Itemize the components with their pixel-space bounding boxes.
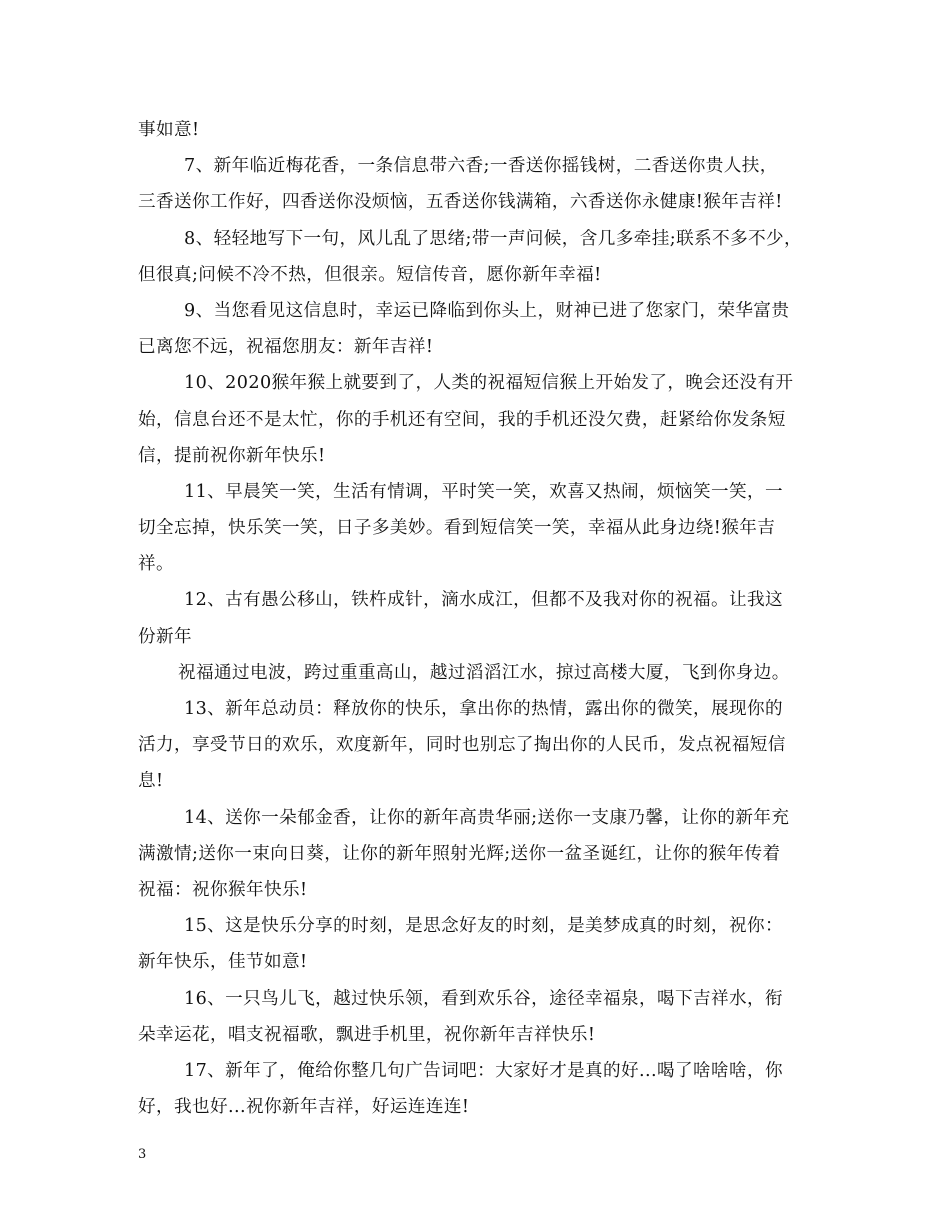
- text-line: 7、新年临近梅花香，一条信息带六香;一香送你摇钱树，二香送你贵人扶，: [184, 156, 778, 177]
- text-line: 祥。: [138, 554, 174, 575]
- text-line: 满激情;送你一束向日葵，让你的新年照射光辉;送你一盆圣诞红，让你的猴年传着: [138, 843, 781, 864]
- text-line: 8、轻轻地写下一句，风儿乱了思绪;带一声问候，含几多牵挂;联系不多不少，: [184, 228, 803, 249]
- text-line: 好，我也好...祝你新年吉祥，好运连连连!: [138, 1097, 470, 1118]
- text-line: 新年快乐，佳节如意!: [138, 952, 308, 973]
- text-line: 12、古有愚公移山，铁杵成针，滴水成江，但都不及我对你的祝福。让我这: [184, 590, 783, 611]
- text-line: 16、一只鸟儿飞，越过快乐领，看到欢乐谷，途径幸福泉，喝下吉祥水，衔: [184, 988, 783, 1009]
- text-line: 祝福通过电波，跨过重重高山，越过滔滔江水，掠过高楼大厦，飞到你身边。: [178, 662, 790, 683]
- text-line: 13、新年总动员：释放你的快乐，拿出你的热情，露出你的微笑，展现你的: [184, 699, 783, 719]
- text-line: 15、这是快乐分享的时刻，是思念好友的时刻，是美梦成真的时刻，祝你：: [184, 916, 783, 937]
- text-line: 14、送你一朵郁金香，让你的新年高贵华丽;送你一支康乃馨，让你的新年充: [184, 807, 790, 828]
- page-number: 3: [138, 1147, 147, 1162]
- text-line: 17、新年了，俺给你整几句广告词吧：大家好才是真的好...喝了啥啥啥，你: [184, 1060, 783, 1081]
- text-line: 息!: [138, 771, 164, 792]
- text-line: 始，信息台还不是太忙，你的手机还有空间，我的手机还没欠费，赶紧给你发条短: [138, 409, 786, 430]
- text-line: 朵幸运花，唱支祝福歌，飘进手机里，祝你新年吉祥快乐!: [138, 1024, 596, 1045]
- document-body: [138, 112, 814, 1125]
- text-line: 10、2020猴年猴上就要到了，人类的祝福短信猴上开始发了，晚会还没有开: [184, 373, 794, 394]
- text-line: 祝福：祝你猴年快乐!: [138, 879, 308, 900]
- text-line: 事如意!: [138, 120, 200, 140]
- text-line: 份新年: [138, 626, 192, 647]
- text-line: 已离您不远，祝福您朋友：新年吉祥!: [138, 337, 434, 358]
- text-line: 9、当您看见这信息时，幸运已降临到你头上，财神已进了您家门，荣华富贵: [184, 300, 790, 321]
- text-line: 11、早晨笑一笑，生活有情调，平时笑一笑，欢喜又热闹，烦恼笑一笑，一: [184, 481, 783, 502]
- text-line: 但很真;问候不冷不热，但很亲。短信传音，愿你新年幸福!: [138, 264, 602, 285]
- text-line: 切全忘掉，快乐笑一笑，日子多美妙。看到短信笑一笑，幸福从此身边绕!猴年吉: [138, 518, 776, 539]
- text-line: 三香送你工作好，四香送你没烦恼，五香送你钱满箱，六香送你永健康!猴年吉祥!: [138, 192, 783, 213]
- text-line: 信，提前祝你新年快乐!: [138, 445, 326, 466]
- text-line: 活力，享受节日的欢乐，欢度新年，同时也别忘了掏出你的人民币，发点祝福短信: [138, 735, 786, 756]
